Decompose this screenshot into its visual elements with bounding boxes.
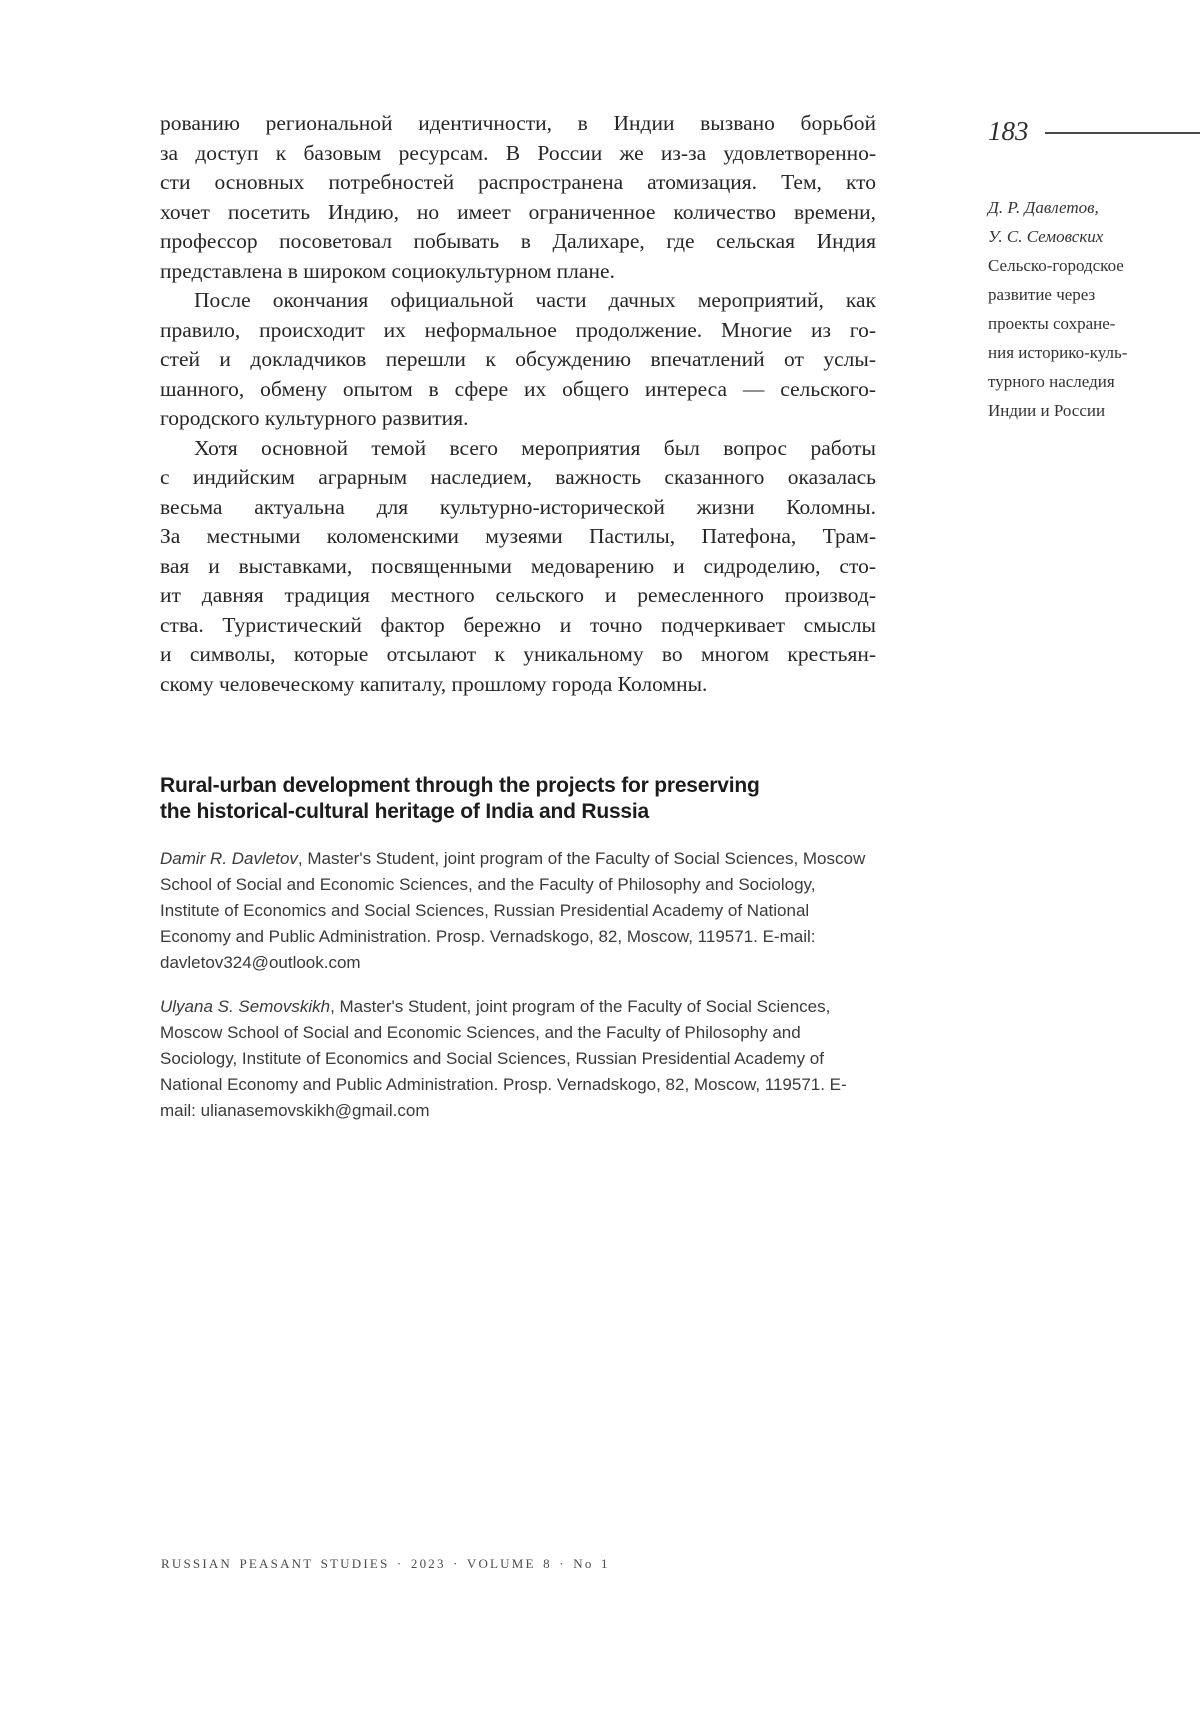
russian-paragraph-1: рованию региональной идентичности, в Индии вызвано борьбой за доступ к базовым ресурсам. В России же из-за удовлетворенно- сти основных потребностей распространена атомизация. Тем, кто хочет посетить Индию, но имеет ограниченное количество времени, профессор посоветовал побывать в Далихаре, где сельская Индия представлена в широком социокультурном плане. [160, 111, 876, 283]
author-details-2: , Master's Student, joint program of the Faculty of Social Sciences, Moscow School of Social and Economic Sciences, and the Faculty of Philosophy and Sociology, Institute of Economics and Social Sciences, Russian Presidential Academy of National Economy and Public Administration. Prosp. Vernadskogo, 82, Moscow, 119571. E-mail: ulianasemovskikh@gmail.com [160, 997, 847, 1120]
page-header [988, 118, 1200, 145]
russian-paragraph-2: После окончания официальной части дачных мероприятий, как правило, происходит их неформальное продолжение. Многие из го- стей и докладчиков перешли к обсуждению впечатлений от услы- шанного, обмену опытом в сфере их общего интереса — сельского- городского культурного развития. [160, 288, 876, 430]
header-rule [1045, 132, 1200, 134]
sidebar-article-title: Сельско-городское развитие через проекты сохране- ния историко-куль- турного наследия Индии и России [988, 256, 1128, 420]
author-affiliation-1 [160, 846, 876, 976]
journal-footer: RUSSIAN PEASANT STUDIES · 2023 · VOLUME 8 · No 1 [161, 1556, 610, 1571]
page-number: 183 [988, 116, 1029, 146]
author-details-1: , Master's Student, joint program of the Faculty of Social Sciences, Moscow School of Social and Economic Sciences, and the Faculty of Philosophy and Sociology, Institute of Economics and Social Sciences, Russian Presidential Academy of National Economy and Public Administration. Prosp. Vernadskogo, 82, Moscow, 119571. E-mail: davletov324@outlook.com [160, 849, 866, 972]
article-body-column [160, 109, 876, 1124]
author-name-2: Ulyana S. Semovskikh [160, 997, 331, 1016]
english-article-title: Rural-urban development through the projects for preserving the historical-cultural heritage of India and Russia [160, 774, 760, 823]
author-affiliation-2 [160, 994, 876, 1124]
margin-sidebar [988, 118, 1200, 425]
author-name-1: Damir R. Davletov [160, 849, 298, 868]
sidebar-authors: Д. Р. Давлетов, У. С. Семовских [988, 198, 1104, 246]
russian-paragraph-3: Хотя основной темой всего мероприятия был вопрос работы с индийским аграрным наследием, важность сказанного оказалась весьма актуальна для культурно-исторической жизни Коломны. За местными коломенскими музеями Пастилы, Патефона, Трам- вая и выставками, посвященными медоварению и сидроделию, сто- ит давняя традиция местного сельского и ремесленного производ- ства. Туристический фактор бережно и точно подчеркивает смыслы и символы, которые отсылают к уникальному во многом крестьян- скому человеческому капиталу, прошлому города Коломны. [160, 435, 876, 696]
